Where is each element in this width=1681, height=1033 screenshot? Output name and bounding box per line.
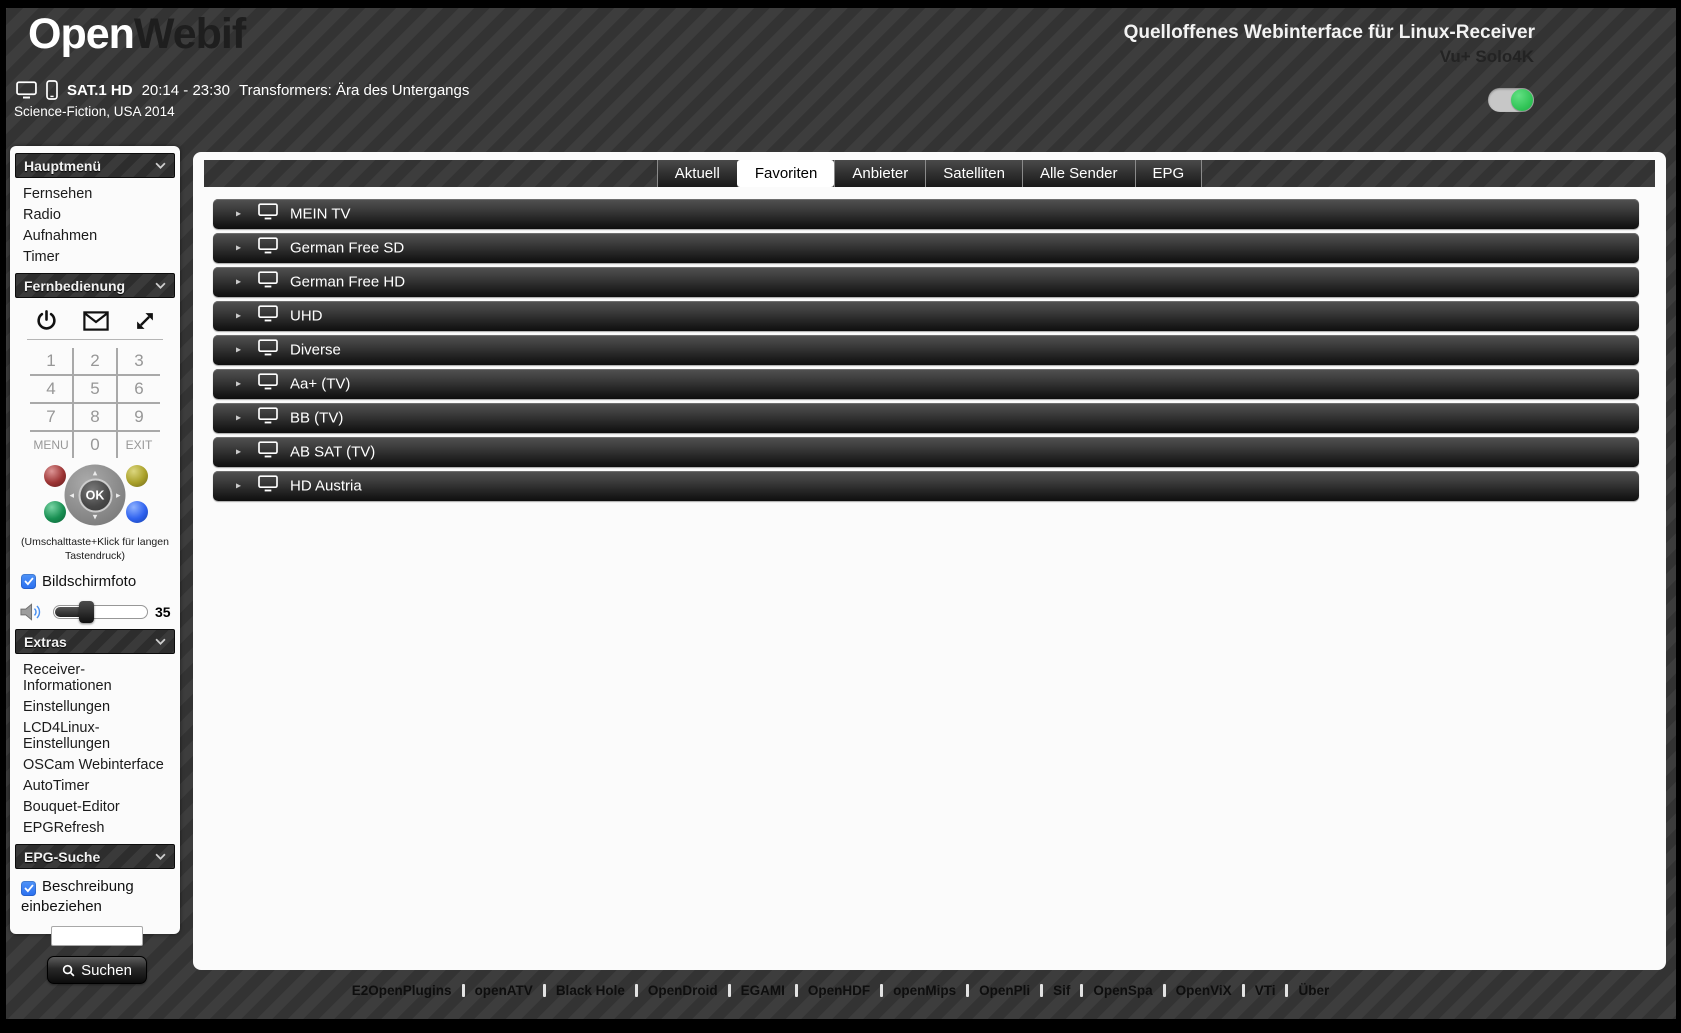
bouquet-name: MEIN TV bbox=[290, 205, 351, 223]
sidebar-menu-item[interactable]: Fernsehen bbox=[23, 185, 93, 202]
tv-screen-icon[interactable] bbox=[16, 81, 37, 99]
expand-arrow-icon[interactable]: ▸ bbox=[236, 412, 242, 424]
message-envelope-icon[interactable] bbox=[83, 311, 109, 331]
sidebar-extras-item[interactable]: OSCam Webinterface bbox=[23, 756, 164, 773]
extras-list bbox=[15, 659, 175, 838]
sidebar-menu-item[interactable]: Timer bbox=[23, 248, 60, 265]
logo-primary: Open bbox=[28, 10, 134, 58]
footer-link[interactable]: E2OpenPlugins bbox=[352, 983, 475, 998]
bouquet-row[interactable] bbox=[213, 301, 1639, 331]
section-header-mainmenu[interactable] bbox=[15, 153, 175, 178]
remote-key[interactable]: 0 bbox=[74, 432, 116, 458]
dpad-left-icon[interactable]: ◂ bbox=[69, 489, 75, 500]
current-channel[interactable]: SAT.1 HD bbox=[67, 81, 133, 99]
bouquet-row[interactable] bbox=[213, 471, 1639, 501]
fullscreen-expand-icon[interactable] bbox=[134, 310, 156, 332]
footer-link[interactable]: Sif bbox=[1053, 983, 1093, 998]
bouquet-row[interactable] bbox=[213, 369, 1639, 399]
bouquet-name: UHD bbox=[290, 307, 323, 325]
bouquet-row[interactable] bbox=[213, 403, 1639, 433]
magnifier-icon bbox=[62, 964, 75, 977]
bouquet-name: German Free SD bbox=[290, 239, 405, 257]
remote-key[interactable]: 4 bbox=[30, 376, 72, 402]
bouquet-name: AB SAT (TV) bbox=[290, 443, 376, 461]
expand-arrow-icon[interactable]: ▸ bbox=[236, 242, 242, 254]
bouquet-name: HD Austria bbox=[290, 477, 362, 495]
channel-tab[interactable]: Favoriten bbox=[737, 160, 835, 187]
remote-divider bbox=[27, 339, 163, 340]
remote-key[interactable]: 7 bbox=[30, 404, 72, 430]
bouquet-list bbox=[213, 199, 1639, 505]
yellow-button[interactable] bbox=[126, 465, 148, 487]
sidebar-menu-item[interactable]: Aufnahmen bbox=[23, 227, 98, 244]
footer-link[interactable]: openMips bbox=[893, 983, 979, 998]
expand-arrow-icon[interactable]: ▸ bbox=[236, 208, 242, 220]
remote-key[interactable]: 8 bbox=[74, 404, 116, 430]
remote-navigation-pad bbox=[27, 464, 163, 526]
bouquet-row[interactable] bbox=[213, 437, 1639, 467]
section-header-epgsearch[interactable] bbox=[15, 844, 175, 869]
bouquet-name: BB (TV) bbox=[290, 409, 344, 427]
chevron-down-icon bbox=[155, 638, 166, 645]
toggle-knob bbox=[1511, 89, 1533, 111]
sidebar-extras-item[interactable]: AutoTimer bbox=[23, 777, 90, 794]
remote-keypad bbox=[30, 348, 160, 458]
sidebar bbox=[10, 146, 180, 979]
app-tagline: Quelloffenes Webinterface für Linux-Receiver bbox=[1123, 22, 1535, 43]
header-toggle-switch[interactable] bbox=[1488, 88, 1534, 112]
channel-tab[interactable]: Aktuell bbox=[657, 160, 737, 187]
volume-slider[interactable] bbox=[53, 605, 148, 619]
window-frame-top bbox=[0, 0, 1681, 8]
remote-key[interactable]: 3 bbox=[118, 348, 160, 374]
power-icon[interactable] bbox=[35, 309, 58, 332]
device-name: Vu+ Solo4K bbox=[1439, 47, 1534, 66]
footer-link[interactable]: OpenSpa bbox=[1093, 983, 1175, 998]
remote-key[interactable]: 2 bbox=[74, 348, 116, 374]
footer-link[interactable]: VTi bbox=[1255, 983, 1299, 998]
channel-tabs bbox=[204, 160, 1655, 187]
remote-key[interactable]: 5 bbox=[74, 376, 116, 402]
bouquet-name: Aa+ (TV) bbox=[290, 375, 351, 393]
sidebar-menu-item[interactable]: Radio bbox=[23, 206, 61, 223]
expand-arrow-icon[interactable]: ▸ bbox=[236, 480, 242, 492]
ok-button[interactable]: OK bbox=[78, 478, 112, 512]
bouquet-name: German Free HD bbox=[290, 273, 406, 291]
section-title: EPG-Suche bbox=[24, 848, 101, 865]
epg-description-checkbox[interactable] bbox=[21, 881, 36, 896]
red-button[interactable] bbox=[44, 465, 66, 487]
remote-quick-buttons bbox=[15, 309, 175, 332]
chevron-down-icon bbox=[155, 282, 166, 289]
remote-hint-line2: Tastendruck) bbox=[64, 550, 126, 563]
current-program-title: Transformers: Ära des Untergangs bbox=[238, 81, 470, 99]
current-program-info: Science-Fiction, USA 2014 bbox=[14, 104, 175, 119]
footer-link[interactable]: OpenHDF bbox=[808, 983, 893, 998]
dpad bbox=[65, 465, 126, 526]
tv-bouquet-icon bbox=[258, 271, 278, 293]
channel-tab[interactable]: Anbieter bbox=[834, 160, 925, 187]
bouquet-row[interactable] bbox=[213, 233, 1639, 263]
sidebar-extras-item[interactable]: Einstellungen bbox=[23, 698, 111, 715]
volume-slider-handle[interactable] bbox=[79, 601, 94, 623]
section-title: Extras bbox=[24, 633, 67, 650]
bouquet-row[interactable] bbox=[213, 335, 1639, 365]
expand-arrow-icon[interactable]: ▸ bbox=[236, 378, 242, 390]
bouquet-row[interactable] bbox=[213, 267, 1639, 297]
bouquet-name: Diverse bbox=[290, 341, 341, 359]
remote-hint-line1: (Umschalttaste+Klick für langen bbox=[21, 536, 169, 548]
blue-button[interactable] bbox=[126, 501, 148, 523]
tv-bouquet-icon bbox=[258, 441, 278, 463]
footer-link[interactable]: Black Hole bbox=[556, 983, 648, 998]
sidebar-extras-item[interactable]: LCD4Linux-Einstellungen bbox=[23, 719, 111, 752]
bouquet-row[interactable] bbox=[213, 199, 1639, 229]
logo-secondary: Webif bbox=[133, 10, 246, 58]
expand-arrow-icon[interactable]: ▸ bbox=[236, 344, 242, 356]
footer-link[interactable]: openATV bbox=[475, 983, 556, 998]
remote-key[interactable]: MENU bbox=[30, 432, 72, 458]
window-frame-bottom bbox=[0, 1019, 1681, 1033]
tv-bouquet-icon bbox=[258, 373, 278, 395]
epg-search-button-label: Suchen bbox=[81, 961, 132, 979]
chevron-down-icon bbox=[155, 162, 166, 169]
expand-arrow-icon[interactable]: ▸ bbox=[236, 446, 242, 458]
sidebar-extras-item[interactable]: Bouquet-Editor bbox=[23, 798, 120, 815]
window-frame-left bbox=[0, 0, 6, 1033]
footer-link[interactable]: OpenViX bbox=[1176, 983, 1255, 998]
expand-arrow-icon[interactable]: ▸ bbox=[236, 310, 242, 322]
channel-tab[interactable]: EPG bbox=[1135, 160, 1203, 187]
dpad-up-icon[interactable]: ▴ bbox=[92, 467, 98, 478]
expand-arrow-icon[interactable]: ▸ bbox=[236, 276, 242, 288]
section-title: Hauptmenü bbox=[24, 157, 101, 174]
screenshot-checkbox[interactable] bbox=[21, 574, 36, 589]
tv-bouquet-icon bbox=[258, 237, 278, 259]
epg-search-button[interactable] bbox=[47, 956, 147, 984]
channel-tab[interactable]: Alle Sender bbox=[1022, 160, 1135, 187]
speaker-icon[interactable] bbox=[19, 601, 46, 623]
dpad-down-icon[interactable]: ▾ bbox=[92, 511, 98, 522]
tv-bouquet-icon bbox=[258, 203, 278, 225]
window-frame-right bbox=[1676, 0, 1681, 1033]
mobile-phone-icon[interactable] bbox=[46, 80, 58, 100]
remote-key[interactable]: EXIT bbox=[118, 432, 160, 458]
main-panel bbox=[193, 152, 1666, 970]
screenshot-checkbox-label: Bildschirmfoto bbox=[42, 573, 137, 591]
section-header-remote[interactable] bbox=[15, 273, 175, 298]
section-header-extras[interactable] bbox=[15, 629, 175, 654]
sidebar-extras-item[interactable]: Receiver-Informationen bbox=[23, 661, 112, 694]
sidebar-extras-item[interactable]: EPGRefresh bbox=[23, 819, 105, 836]
remote-key[interactable]: 9 bbox=[118, 404, 160, 430]
remote-hint bbox=[15, 535, 175, 563]
footer-links bbox=[0, 976, 1681, 1004]
footer-link[interactable]: EGAMI bbox=[741, 983, 808, 998]
epg-search-input[interactable] bbox=[51, 926, 143, 946]
tv-bouquet-icon bbox=[258, 305, 278, 327]
tv-bouquet-icon bbox=[258, 339, 278, 361]
channel-tab[interactable]: Satelliten bbox=[925, 160, 1022, 187]
section-title: Fernbedienung bbox=[24, 277, 126, 294]
tv-bouquet-icon bbox=[258, 475, 278, 497]
footer-link[interactable]: OpenDroid bbox=[648, 983, 741, 998]
app-logo[interactable] bbox=[28, 10, 245, 59]
remote-key[interactable]: 6 bbox=[118, 376, 160, 402]
now-playing-line bbox=[16, 80, 469, 100]
green-button[interactable] bbox=[44, 501, 66, 523]
footer-link[interactable]: OpenPli bbox=[979, 983, 1053, 998]
mainmenu-list bbox=[15, 183, 175, 267]
epg-description-label: Beschreibung einbeziehen bbox=[21, 878, 134, 915]
volume-value: 35 bbox=[155, 604, 171, 621]
screenshot-option-row bbox=[21, 573, 173, 590]
dpad-right-icon[interactable]: ▸ bbox=[115, 489, 121, 500]
current-program-time: 20:14 - 23:30 bbox=[141, 81, 230, 99]
volume-control-row bbox=[19, 601, 173, 623]
epg-search-block bbox=[21, 877, 173, 984]
chevron-down-icon bbox=[155, 853, 166, 860]
tv-bouquet-icon bbox=[258, 407, 278, 429]
remote-key[interactable]: 1 bbox=[30, 348, 72, 374]
footer-link[interactable]: Über bbox=[1298, 982, 1330, 998]
